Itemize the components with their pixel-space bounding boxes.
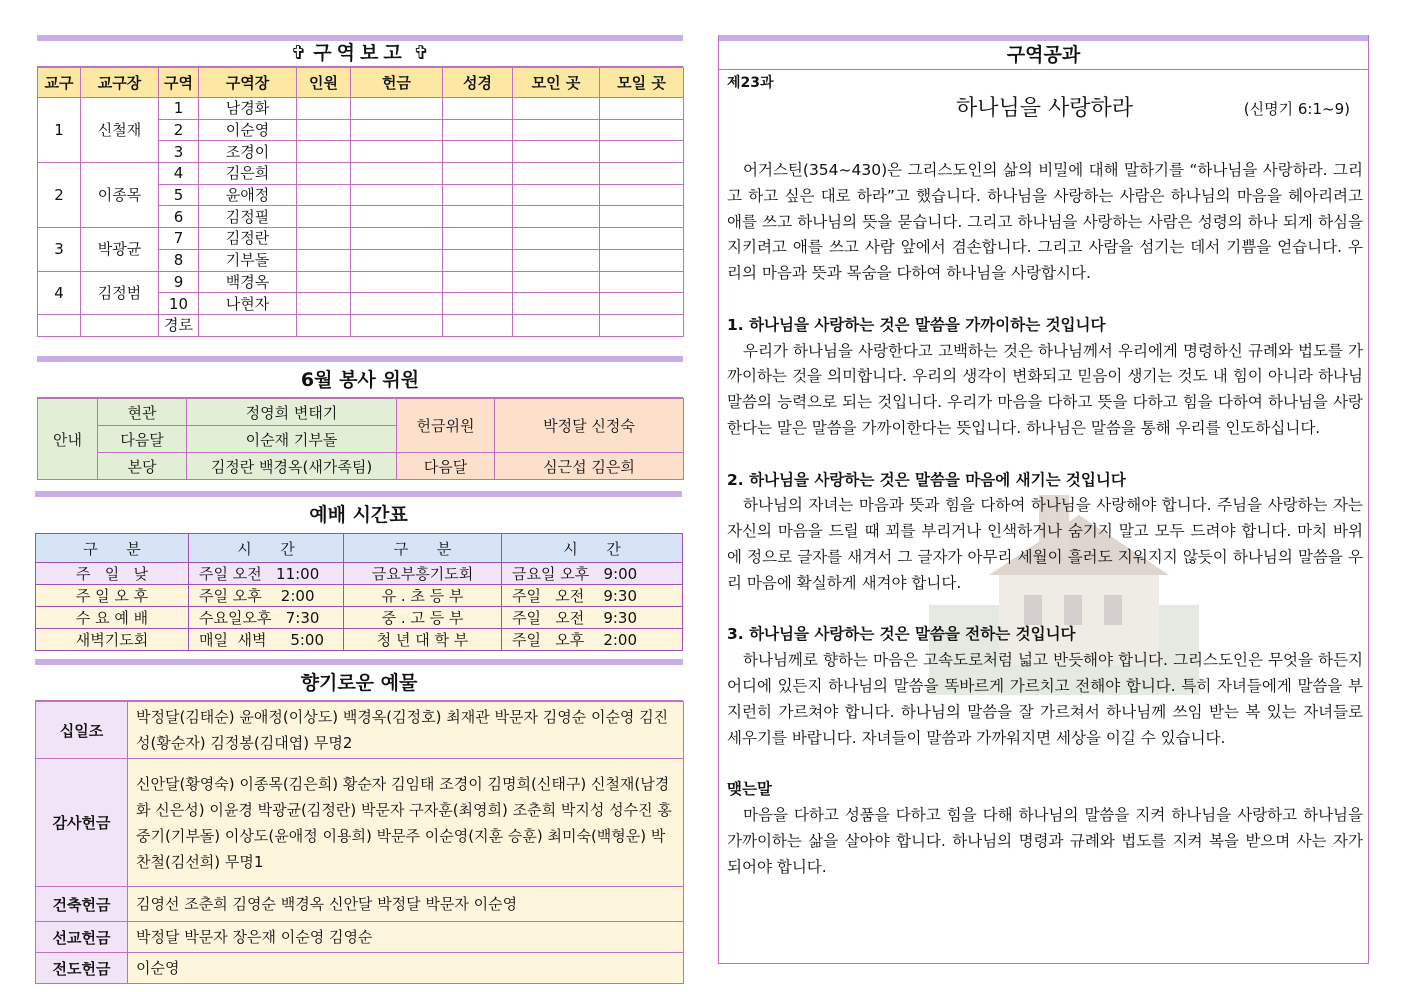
worship-title: 예배 시간표 [309,504,408,526]
offering-names: 김영선 조춘희 김영순 백경옥 신안달 박정달 박문자 이순영 [128,887,684,922]
service-time: 주일 오후 2:00 [502,629,683,651]
col-header: 헌금 [351,68,443,98]
table-row [38,453,684,480]
service-name: 주 일 낮 [36,563,189,585]
service-name: 새벽기도회 [36,629,189,651]
offering-names: 이순영 [128,953,684,984]
cross-icon: ✞ [413,42,430,64]
col-header: 인원 [297,68,351,98]
zone-leader: 김정필 [199,206,297,228]
lesson-section [727,622,1363,751]
zone-number: 7 [159,228,199,250]
offering-kind: 감사헌금 [36,759,128,887]
role-names: 정영희 변태기 [187,399,397,426]
table-row [38,163,684,185]
closing-text: 마음을 다하고 성품을 다하고 힘을 다해 하나님의 말씀을 지켜 하나님을 사랑하고 하나님을 가까이하는 삶을 살아야 합니다. 하나님의 명령과 규례와 법도를 지켜 복을 받으며 사는 자가 되어야 합니다. [727,805,1363,876]
offering-role-label: 헌금위원 [397,399,495,453]
section-heading: 1. 하나님을 사랑하는 것은 말씀을 가까이하는 것입니다 [727,315,1106,334]
table-row [36,702,684,759]
lesson-number: 제23과 [727,75,774,91]
zone-leader [199,314,297,336]
worship-table [35,533,683,651]
service-name: 금요부흥기도회 [344,563,502,585]
section-text: 우리가 하나님을 사랑한다고 고백하는 것은 하나님께서 우리에게 명령하신 규례와 법도를 가까이하는 것을 의미합니다. 우리의 생각이 변화되고 믿음이 생기는 것도 내 힘이 아니라 하나님 말씀의 능력으로 되는 것입니다. 우리가 마음을 다하고 뜻을 다하고 힘을 다하여 하나님을 사랑한다는 말은 말씀을 가까이한다는 뜻입니다. 하나님은 말씀을 통해 우리를 인도하십니다. [727,341,1363,437]
parish-leader: 신철재 [81,98,159,163]
lesson-closing [727,777,1363,880]
next-month-label: 다음달 [397,453,495,480]
role-names: 김정란 백경옥(새가족팀) [187,453,397,480]
lesson-body [727,158,1363,906]
offering-names: 박정달 박문자 장은재 이순영 김영순 [128,922,684,953]
role-label: 다음달 [98,426,187,453]
zone-number: 경로 [159,314,199,336]
offering-kind: 건축헌금 [36,887,128,922]
col-header: 성경 [443,68,513,98]
offerings-title: 향기로운 예물 [35,665,683,701]
service-time: 주일 오전 11:00 [189,563,344,585]
table-row [36,585,683,607]
parish-number: 2 [38,163,81,228]
service-name: 주 일 오 후 [36,585,189,607]
volunteers-panel [37,356,683,480]
col-header: 시 간 [189,534,344,563]
table-row [36,759,684,887]
zone-leader: 김은희 [199,163,297,185]
closing-heading: 맺는말 [727,780,772,799]
zone-leader: 윤애정 [199,184,297,206]
cross-icon: ✞ [290,42,307,64]
volunteers-title: 6월 봉사 위원 [37,362,683,398]
parish-leader: 김정범 [81,271,159,314]
lesson-section [727,468,1363,597]
service-time: 주일 오전 9:30 [502,585,683,607]
zone-number: 10 [159,293,199,315]
worship-header-row [36,534,683,563]
section-text: 하나님의 자녀는 마음과 뜻과 힘을 다하여 하나님을 사랑해야 합니다. 주님을 사랑하는 자는 자신의 마음을 드릴 때 꾀를 부리거나 인색하거나 숨기지 말고 모두 드려야 합니다. 마치 바위에 정으로 글자를 새겨서 그 글자가 아무리 세월이 흘러도 지워지지 않듯이 하나님의 말씀을 우리 마음에 확실하게 새겨야 합니다. [727,496,1363,592]
scripture-reference: (신명기 6:1~9) [1243,100,1350,118]
district-header-row [38,68,684,98]
zone-leader: 남경화 [199,98,297,120]
lesson-header: 구역공과 [719,41,1368,70]
zone-leader: 조경이 [199,141,297,163]
district-title-row [37,41,683,67]
zone-number: 2 [159,119,199,141]
service-time: 주일 오전 9:30 [502,607,683,629]
usher-group-label: 안내 [38,399,98,480]
offerings-table [35,701,684,984]
lesson-title: 하나님을 사랑하라 [955,96,1133,121]
col-header: 구역장 [199,68,297,98]
table-row [36,887,684,922]
table-row [38,314,684,336]
volunteers-table [37,398,684,480]
service-name: 유 . 초 등 부 [344,585,502,607]
service-name: 청 년 대 학 부 [344,629,502,651]
service-time: 금요일 오후 9:00 [502,563,683,585]
lesson-section [727,313,1363,442]
zone-number: 6 [159,206,199,228]
parish-leader: 박광균 [81,228,159,271]
role-names: 이순재 기부돌 [187,426,397,453]
zone-number: 5 [159,184,199,206]
zone-leader: 백경옥 [199,271,297,293]
table-row [38,98,684,120]
section-text: 하나님께로 향하는 마음은 고속도로처럼 넓고 반듯해야 합니다. 그리스도인은 무엇을 하든지 어디에 있든지 하나님의 말씀을 똑바르게 가르치고 전해야 합니다. 특히 자녀들에게 말씀을 부지런히 가르쳐야 합니다. 하나님의 말씀을 잘 가르쳐서 하나님께 쓰임 받는 복 있는 자녀들로 세우기를 바랍니다. 자녀들이 말씀과 가까워지면 세상을 이길 수 있습니다. [727,651,1363,747]
service-time: 매일 새벽 5:00 [189,629,344,651]
col-header: 교구장 [81,68,159,98]
parish-number: 3 [38,228,81,271]
district-table [37,67,684,337]
zone-leader: 김정란 [199,228,297,250]
zone-leader: 나현자 [199,293,297,315]
offering-names: 신안달(황영숙) 이종목(김은희) 황순자 김임태 조경이 김명희(신태구) 신철재(남경화 신은성) 이윤경 박광균(김정란) 박문자 구자훈(최영희) 조춘희 박지성 성수진 홍중기(기부돌) 이상도(윤애정 이용희) 박문주 이순영(지훈 승훈) 최미숙(백형운) 박찬철(김선희) 무명1 [128,759,684,887]
section-heading: 3. 하나님을 사랑하는 것은 말씀을 전하는 것입니다 [727,625,1076,644]
district-title: 구역보고 [313,42,407,64]
next-month-names: 심근섭 김은희 [495,453,684,480]
col-header: 구 분 [344,534,502,563]
zone-number: 8 [159,249,199,271]
district-report-panel [37,35,683,337]
service-time: 수요일오후 7:30 [189,607,344,629]
table-row [38,228,684,250]
section-heading: 2. 하나님을 사랑하는 것은 말씀을 마음에 새기는 것입니다 [727,470,1126,489]
parish-leader: 이종목 [81,163,159,228]
lesson-intro: 어거스틴(354~430)은 그리스도인의 삶의 비밀에 대해 말하기를 “하나님을 사랑하라. 그리고 하고 싶은 대로 하라”고 했습니다. 하나님을 사랑하는 사람은 하나님의 마음을 헤아리려고 애를 쓰고 하나님의 뜻을 묻습니다. 그리고 하나님을 사랑하는 사람은 성령의 하나 되게 하심을 지키려고 애를 쓰고 사람 앞에서 겸손합니다. 그리고 사람을 섬기는 데서 기쁨을 얻습니다. 우리의 마음과 뜻과 목숨을 다하여 하나님을 사랑합시다. [727,161,1363,283]
col-header: 교구 [38,68,81,98]
col-header: 구역 [159,68,199,98]
parish-number: 1 [38,98,81,163]
zone-leader: 이순영 [199,119,297,141]
worship-schedule-panel [35,491,682,651]
col-header: 모일 곳 [600,68,684,98]
table-row [36,922,684,953]
service-name: 중 . 고 등 부 [344,607,502,629]
table-row [36,629,683,651]
table-row [36,563,683,585]
table-row [36,953,684,984]
offering-role-names: 박정달 신정숙 [495,399,684,453]
zone-leader: 기부돌 [199,249,297,271]
table-row [38,271,684,293]
lesson-panel [718,35,1369,964]
parish-number: 4 [38,271,81,314]
zone-number: 3 [159,141,199,163]
offering-kind: 선교헌금 [36,922,128,953]
col-header: 구 분 [36,534,189,563]
zone-number: 9 [159,271,199,293]
offering-names: 박정달(김태순) 윤애정(이상도) 백경옥(김정호) 최재관 박문자 김영순 이순영 김진성(황순자) 김정봉(김대엽) 무명2 [128,702,684,759]
offerings-panel [35,659,683,984]
offering-kind: 전도헌금 [36,953,128,984]
service-time: 주일 오후 2:00 [189,585,344,607]
service-name: 수 요 예 배 [36,607,189,629]
table-row [36,607,683,629]
table-row [38,399,684,426]
zone-number: 4 [159,163,199,185]
offering-kind: 십일조 [36,702,128,759]
zone-number: 1 [159,98,199,120]
role-label: 본당 [98,453,187,480]
col-header: 시 간 [502,534,683,563]
col-header: 모인 곳 [513,68,600,98]
role-label: 현관 [98,399,187,426]
